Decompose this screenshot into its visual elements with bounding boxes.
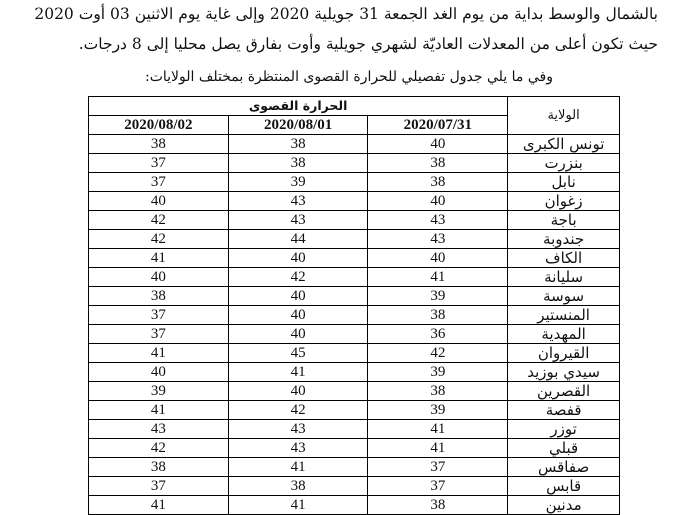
table-row [89, 154, 620, 173]
governorate-cell: الكاف [508, 249, 620, 268]
table-row [89, 268, 620, 287]
temp-cell: 37 [89, 325, 229, 344]
governorate-cell: المنستير [508, 306, 620, 325]
temp-cell: 41 [228, 363, 368, 382]
governorate-cell: المهدية [508, 325, 620, 344]
temp-cell: 40 [228, 306, 368, 325]
temp-cell: 40 [89, 192, 229, 211]
temp-cell: 38 [368, 154, 508, 173]
temp-cell: 43 [228, 192, 368, 211]
header-date-2: 2020/08/01 [228, 116, 368, 135]
temp-cell: 40 [228, 382, 368, 401]
governorate-cell: سيدي بوزيد [508, 363, 620, 382]
governorate-cell: سليانة [508, 268, 620, 287]
max-temperature-table [88, 96, 620, 515]
governorate-cell: جندوبة [508, 230, 620, 249]
table-row [89, 230, 620, 249]
temp-cell: 37 [89, 173, 229, 192]
temp-cell: 40 [368, 192, 508, 211]
governorate-cell: باجة [508, 211, 620, 230]
temp-cell: 40 [368, 135, 508, 154]
temp-cell: 37 [368, 477, 508, 496]
temp-cell: 37 [368, 458, 508, 477]
table-row [89, 401, 620, 420]
governorate-cell: القيروان [508, 344, 620, 363]
temp-cell: 40 [89, 363, 229, 382]
table-row [89, 287, 620, 306]
temp-cell: 37 [89, 306, 229, 325]
temp-cell: 42 [228, 401, 368, 420]
temp-cell: 41 [89, 344, 229, 363]
temp-cell: 42 [368, 344, 508, 363]
temp-cell: 38 [89, 458, 229, 477]
header-max-temperature: الحرارة القصوى [89, 97, 508, 116]
temp-cell: 38 [89, 135, 229, 154]
temp-cell: 39 [368, 401, 508, 420]
table-row [89, 477, 620, 496]
governorate-cell: قبلي [508, 439, 620, 458]
governorate-cell: قفصة [508, 401, 620, 420]
temp-cell: 42 [89, 439, 229, 458]
temp-cell: 43 [228, 211, 368, 230]
temp-cell: 42 [89, 211, 229, 230]
temp-cell: 40 [228, 287, 368, 306]
temp-cell: 37 [89, 154, 229, 173]
table-row [89, 192, 620, 211]
temp-cell: 45 [228, 344, 368, 363]
table-row [89, 458, 620, 477]
temp-cell: 40 [368, 249, 508, 268]
table-row [89, 344, 620, 363]
temp-cell: 39 [368, 287, 508, 306]
temp-cell: 39 [89, 382, 229, 401]
governorate-cell: قابس [508, 477, 620, 496]
temp-cell: 43 [228, 420, 368, 439]
temp-cell: 43 [368, 230, 508, 249]
governorate-cell: القصرين [508, 382, 620, 401]
governorate-cell: سوسة [508, 287, 620, 306]
header-governorate: الولاية [508, 97, 620, 135]
governorate-cell: مدنين [508, 496, 620, 515]
governorate-cell: صفاقس [508, 458, 620, 477]
temp-cell: 39 [228, 173, 368, 192]
temp-cell: 40 [89, 268, 229, 287]
governorate-cell: بنزرت [508, 154, 620, 173]
governorate-cell: زغوان [508, 192, 620, 211]
table-row [89, 363, 620, 382]
temp-cell: 41 [368, 439, 508, 458]
temp-cell: 40 [228, 325, 368, 344]
table-row [89, 211, 620, 230]
temp-cell: 42 [228, 268, 368, 287]
temp-cell: 41 [228, 458, 368, 477]
paragraph-line-1: بالشمال والوسط بداية من يوم الغد الجمعة 31 جويلية 2020 وإلى غاية يوم الاثنين 03 أوت 2020 [34, 5, 658, 23]
temp-cell: 37 [89, 477, 229, 496]
temp-cell: 41 [89, 249, 229, 268]
table-row [89, 306, 620, 325]
temp-cell: 38 [368, 382, 508, 401]
temp-cell: 43 [368, 211, 508, 230]
table-row [89, 249, 620, 268]
header-date-3: 2020/08/02 [89, 116, 229, 135]
temp-cell: 42 [89, 230, 229, 249]
temp-cell: 38 [368, 306, 508, 325]
temp-cell: 44 [228, 230, 368, 249]
temp-cell: 41 [89, 496, 229, 515]
table-row [89, 173, 620, 192]
temp-cell: 36 [368, 325, 508, 344]
temp-cell: 39 [368, 363, 508, 382]
temp-cell: 41 [89, 401, 229, 420]
table-row [89, 439, 620, 458]
temp-cell: 38 [228, 477, 368, 496]
governorate-cell: توزر [508, 420, 620, 439]
temp-cell: 41 [368, 420, 508, 439]
temp-cell: 43 [89, 420, 229, 439]
table-row [89, 135, 620, 154]
temp-cell: 38 [368, 173, 508, 192]
table-row [89, 325, 620, 344]
temp-cell: 40 [228, 249, 368, 268]
temp-cell: 41 [228, 496, 368, 515]
temp-cell: 38 [228, 154, 368, 173]
table-row [89, 382, 620, 401]
temp-cell: 41 [368, 268, 508, 287]
governorate-cell: نابل [508, 173, 620, 192]
temp-cell: 38 [368, 496, 508, 515]
temp-cell: 38 [89, 287, 229, 306]
temp-cell: 38 [228, 135, 368, 154]
table-row [89, 420, 620, 439]
governorate-cell: تونس الكبرى [508, 135, 620, 154]
header-date-1: 2020/07/31 [368, 116, 508, 135]
table-intro: وفي ما يلي جدول تفصيلي للحرارة القصوى المنتظرة بمختلف الولايات: [145, 69, 553, 85]
paragraph-line-2: حيث تكون أعلى من المعدلات العاديّة لشهري جويلية وأوت بفارق يصل محليا إلى 8 درجات. [78, 35, 658, 53]
temp-cell: 43 [228, 439, 368, 458]
table-body [89, 135, 620, 515]
